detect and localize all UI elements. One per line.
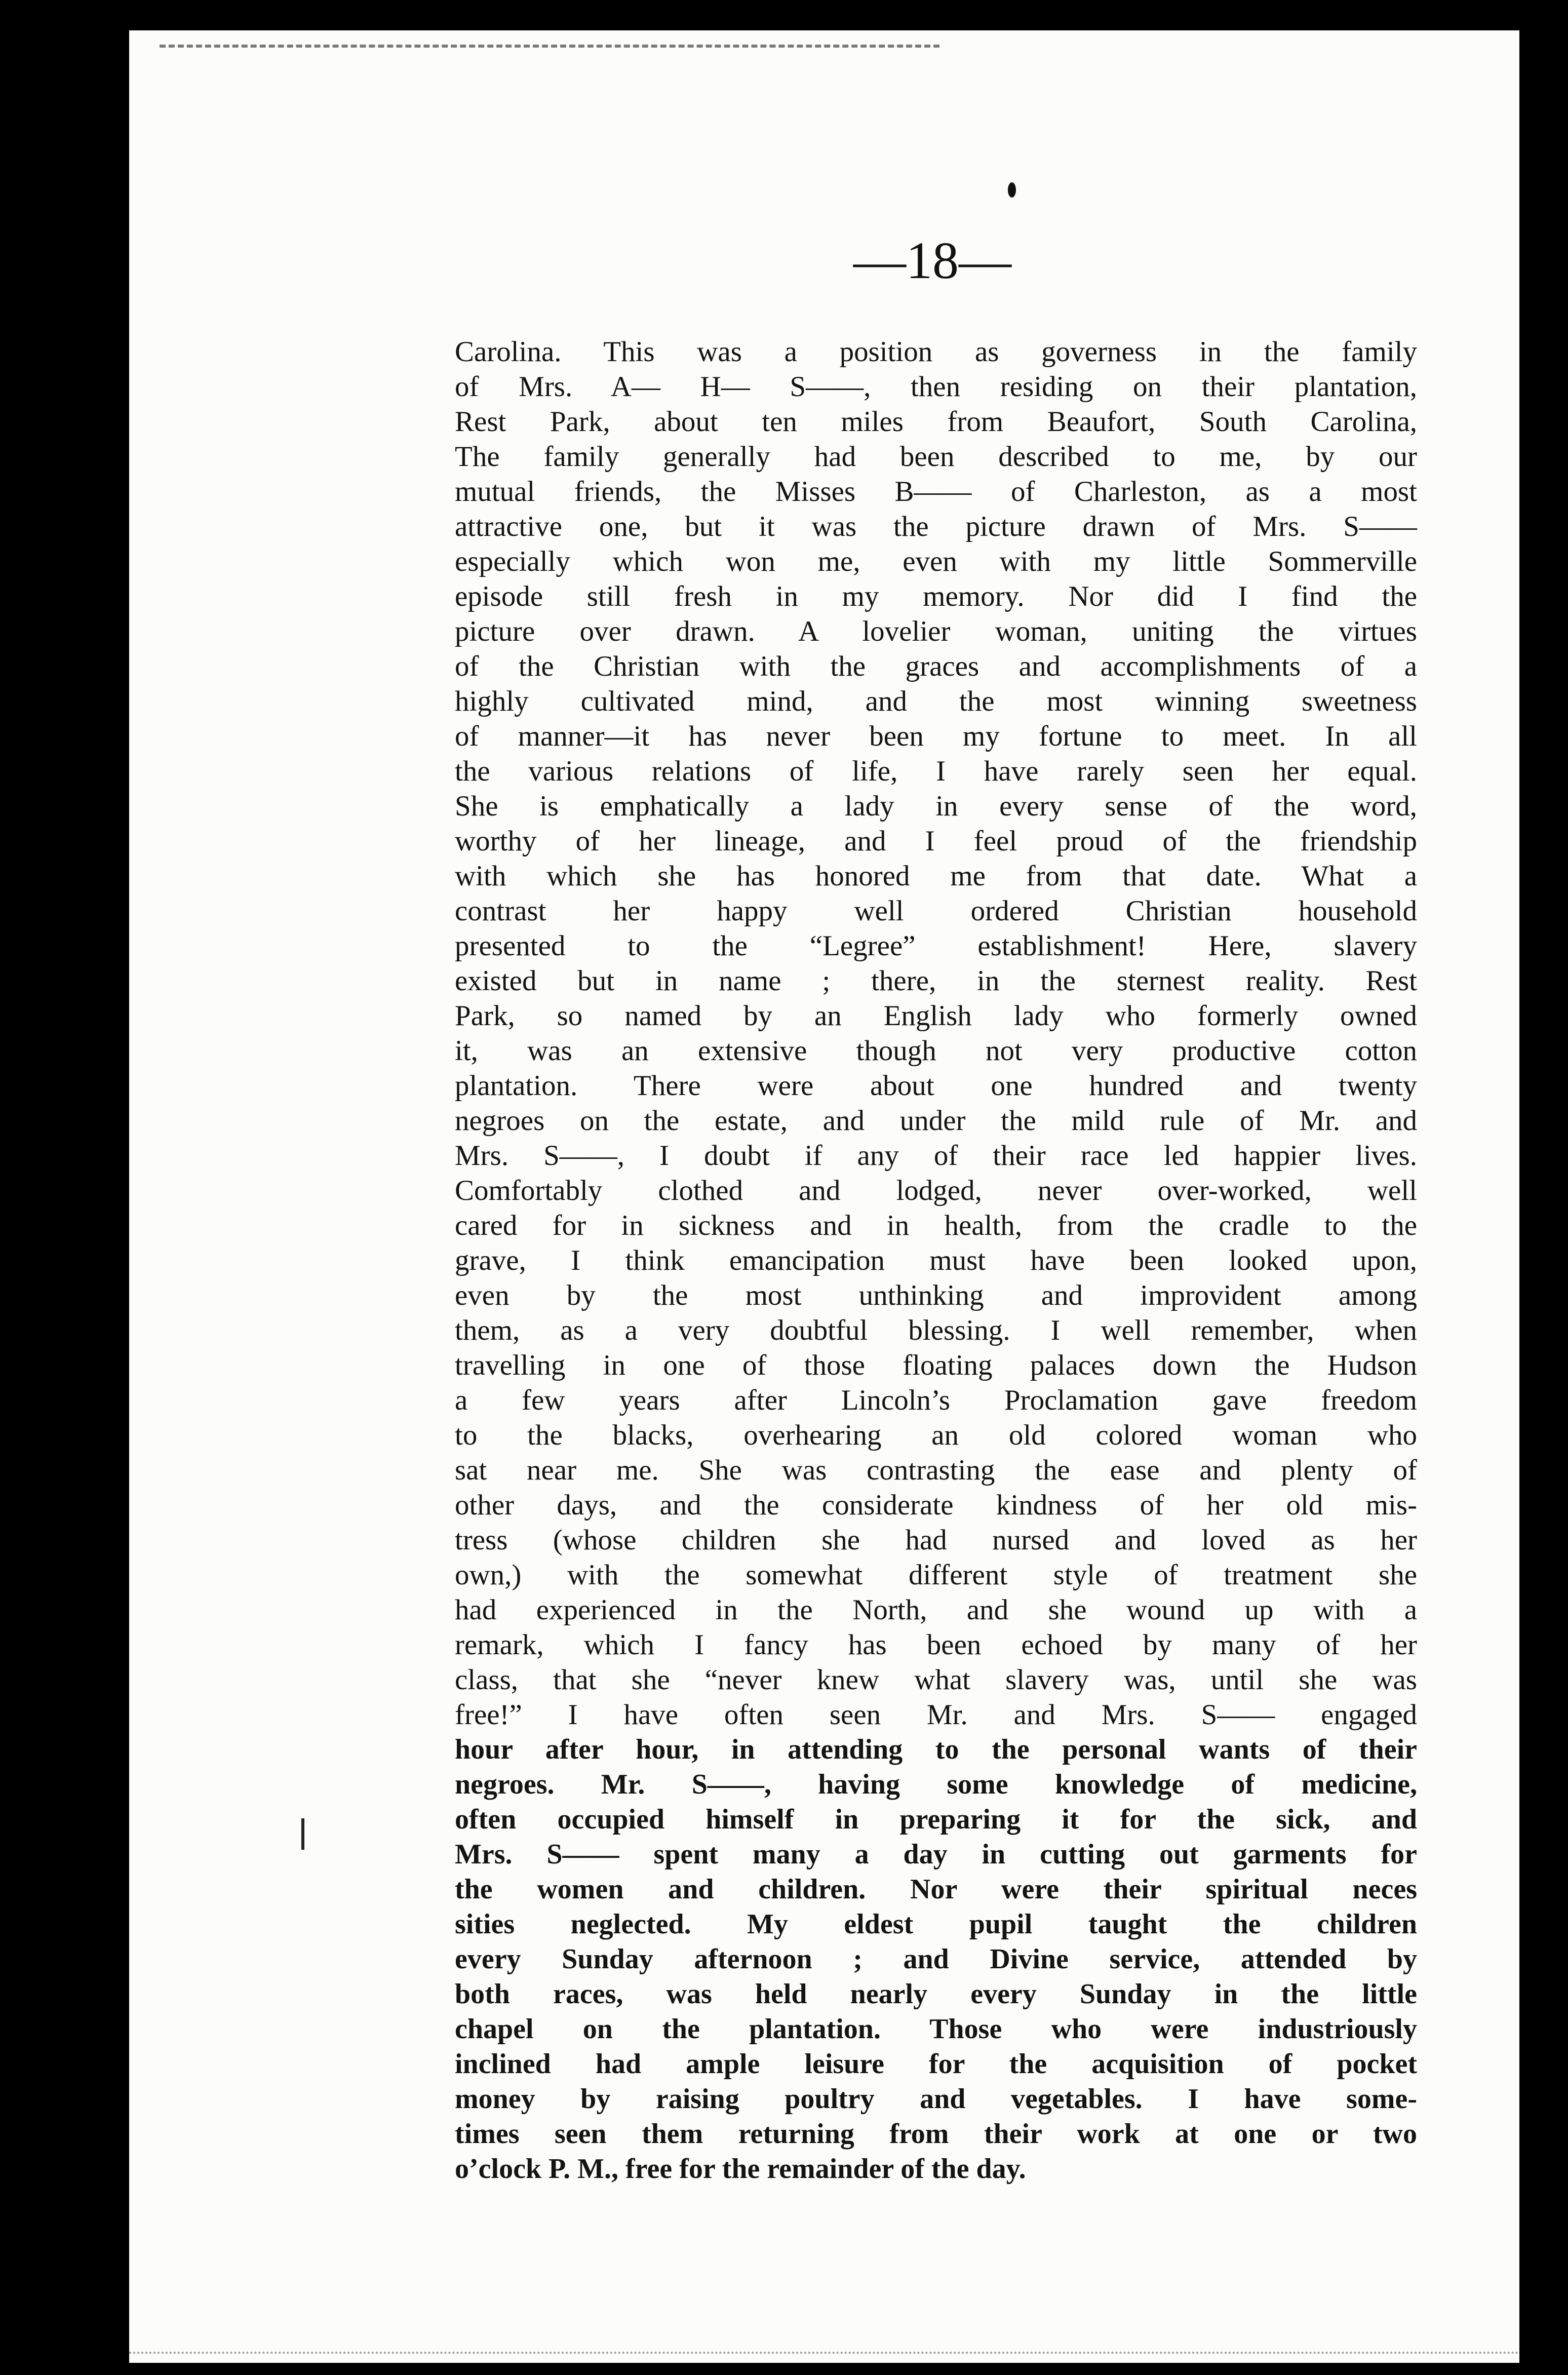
text-line: travelling in one of those floating palaces down the Hudson	[455, 1349, 1417, 1381]
text-line: Mrs. S——, I doubt if any of their race led happier lives.	[455, 1140, 1417, 1172]
text-line: o’clock P. M., free for the remainder of the day.	[455, 2153, 1026, 2185]
text-line: free!” I have often seen Mr. and Mrs. S—— engaged	[455, 1699, 1417, 1731]
text-line: class, that she “never knew what slavery was, until she was	[455, 1664, 1417, 1696]
text-line: negroes. Mr. S——, having some knowledge of medicine,	[455, 1769, 1417, 1800]
text-line: sat near me. She was contrasting the ease and plenty of	[455, 1454, 1417, 1486]
text-line: a few years after Lincoln’s Proclamation gave freedom	[455, 1384, 1417, 1416]
text-line: grave, I think emancipation must have been looked upon,	[455, 1244, 1417, 1276]
text-line: tress (whose children she had nursed and loved as her	[455, 1524, 1417, 1556]
text-line: Park, so named by an English lady who formerly owned	[455, 1000, 1417, 1032]
text-line: the various relations of life, I have rarely seen her equal.	[455, 755, 1417, 787]
top-border-rule	[160, 45, 939, 48]
text-line: inclined had ample leisure for the acquisition of pocket	[455, 2048, 1417, 2080]
text-line: often occupied himself in preparing it for the sick, and	[455, 1804, 1417, 1835]
book-page	[129, 30, 1519, 2363]
text-line: worthy of her lineage, and I feel proud of the friendship	[455, 825, 1417, 857]
text-line: to the blacks, overhearing an old colored woman who	[455, 1419, 1417, 1451]
text-line: own,) with the somewhat different style of treatment she	[455, 1559, 1417, 1591]
text-line: every Sunday afternoon ; and Divine service, attended by	[455, 1943, 1417, 1975]
text-line: with which she has honored me from that date. What a	[455, 860, 1417, 892]
text-line: of manner—it has never been my fortune to meet. In all	[455, 720, 1417, 752]
bottom-border-rule	[129, 2352, 1519, 2354]
page-number: —18—	[853, 231, 1011, 290]
text-line: mutual friends, the Misses B—— of Charleston, as a most	[455, 476, 1417, 508]
text-line: presented to the “Legree” establishment! Here, slavery	[455, 930, 1417, 962]
text-line: had experienced in the North, and she wound up with a	[455, 1594, 1417, 1626]
text-line: especially which won me, even with my little Sommerville	[455, 546, 1417, 577]
ink-mark	[1008, 182, 1016, 198]
text-line: times seen them returning from their work at one or two	[455, 2118, 1417, 2150]
text-line: She is emphatically a lady in every sense of the word,	[455, 790, 1417, 822]
text-line: of the Christian with the graces and accomplishments of a	[455, 650, 1417, 682]
margin-mark	[301, 1818, 304, 1850]
text-line: it, was an extensive though not very productive cotton	[455, 1035, 1417, 1067]
text-line: The family generally had been described to me, by our	[455, 441, 1417, 473]
text-line: existed but in name ; there, in the sternest reality. Rest	[455, 965, 1417, 997]
text-line: episode still fresh in my memory. Nor did I find the	[455, 580, 1417, 612]
text-line: hour after hour, in attending to the personal wants of their	[455, 1734, 1417, 1765]
text-line: the women and children. Nor were their spiritual neces	[455, 1874, 1417, 1905]
text-line: cared for in sickness and in health, from the cradle to the	[455, 1210, 1417, 1241]
text-line: Comfortably clothed and lodged, never over-worked, well	[455, 1175, 1417, 1206]
text-line: Mrs. S—— spent many a day in cutting out garments for	[455, 1839, 1417, 1870]
text-line: plantation. There were about one hundred and twenty	[455, 1070, 1417, 1102]
text-line: them, as a very doubtful blessing. I well remember, when	[455, 1314, 1417, 1346]
text-line: attractive one, but it was the picture drawn of Mrs. S——	[455, 511, 1417, 542]
text-line: sities neglected. My eldest pupil taught the children	[455, 1909, 1417, 1940]
text-line: of Mrs. A— H— S——, then residing on their plantation,	[455, 371, 1417, 403]
text-line: negroes on the estate, and under the mild rule of Mr. and	[455, 1105, 1417, 1137]
text-line: both races, was held nearly every Sunday in the little	[455, 1978, 1417, 2010]
text-line: picture over drawn. A lovelier woman, uniting the virtues	[455, 615, 1417, 647]
text-line: other days, and the considerate kindness of her old mis-	[455, 1489, 1417, 1521]
text-line: Rest Park, about ten miles from Beaufort, South Carolina,	[455, 406, 1417, 438]
text-line: highly cultivated mind, and the most winning sweetness	[455, 685, 1417, 717]
text-line: Carolina. This was a position as governess in the family	[455, 336, 1417, 368]
text-line: remark, which I fancy has been echoed by many of her	[455, 1629, 1417, 1661]
body-text	[455, 334, 1417, 2187]
text-line: money by raising poultry and vegetables. I have some-	[455, 2083, 1417, 2115]
text-line: contrast her happy well ordered Christian household	[455, 895, 1417, 927]
text-line: chapel on the plantation. Those who were industriously	[455, 2013, 1417, 2045]
text-line: even by the most unthinking and improvident among	[455, 1279, 1417, 1311]
